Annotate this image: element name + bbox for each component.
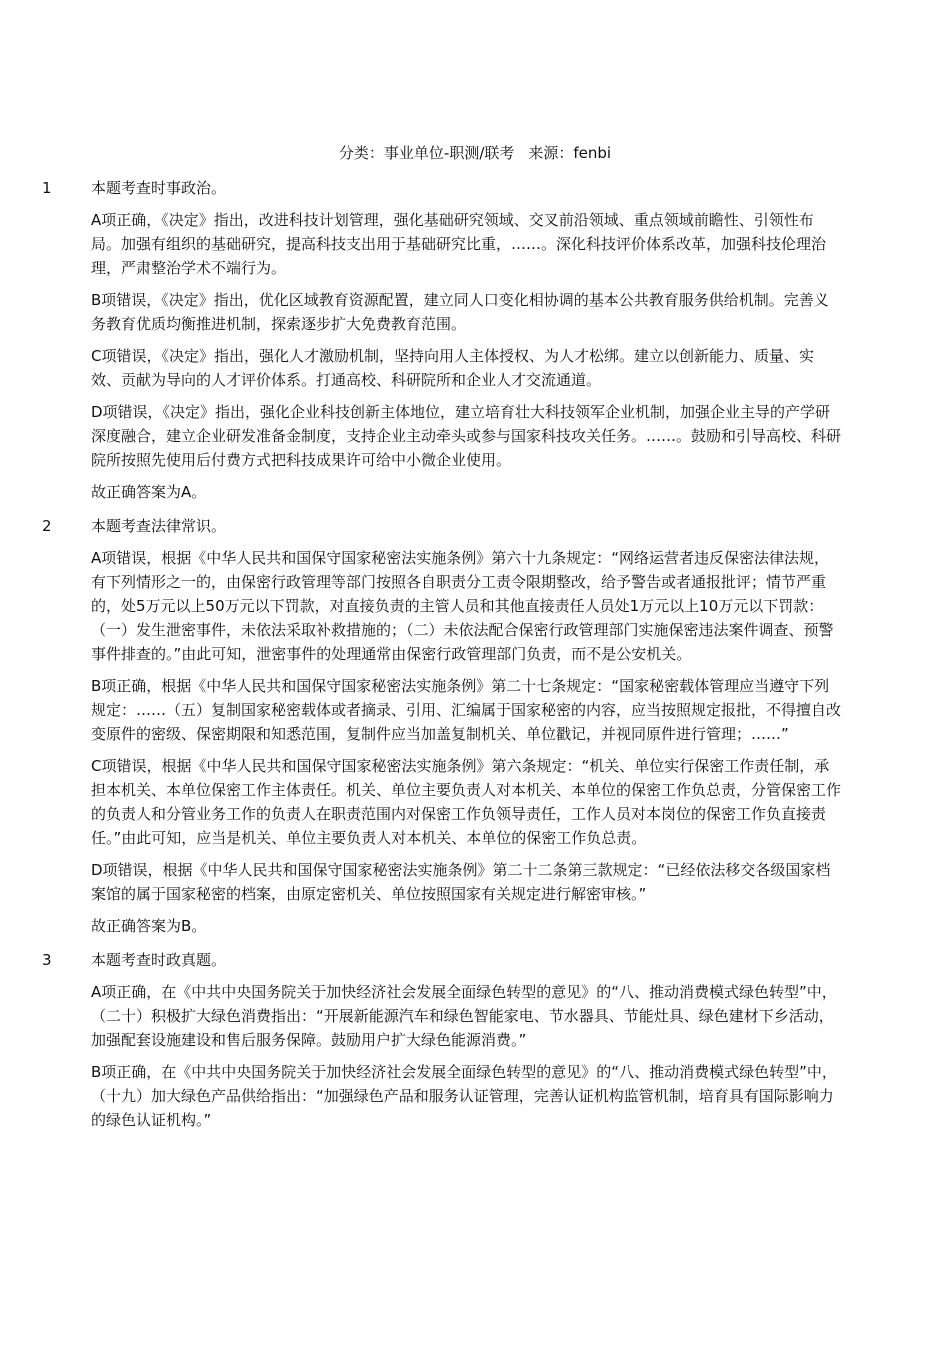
question-topic: 本题考查时政真题。: [91, 951, 227, 969]
question-number: 2: [42, 517, 52, 535]
option-d-analysis: D项错误，《决定》指出，强化企业科技创新主体地位，建立培育壮大科技领军企业机制，加强企业主导的产学研深度融合，建立企业研发准备金制度，支持企业主动牵头或参与国家科技攻关任务。……。鼓励和引导高校、科研院所按照先使用后付费方式把科技成果许可给中小微企业使用。: [91, 403, 842, 469]
question-2: [0, 514, 950, 938]
question-number: 3: [42, 951, 52, 969]
option-b-analysis: B项错误，《决定》指出，优化区域教育资源配置，建立同人口变化相协调的基本公共教育服务供给机制。完善义务教育优质均衡推进机制，探索逐步扩大免费教育范围。: [91, 291, 829, 333]
question-topic: 本题考查时事政治。: [91, 179, 227, 197]
option-c-analysis: C项错误，根据《中华人民共和国保守国家秘密法实施条例》第六条规定：“机关、单位实行保密工作责任制，承担本机关、本单位保密工作主体责任。机关、单位主要负责人对本机关、本单位的保密工作负总责，分管保密工作的负责人和分管业务工作的负责人在职责范围内对保密工作负领导责任，工作人员对本岗位的保密工作负直接责任。”由此可知，应当是机关、单位主要负责人对本机关、本单位的保密工作负总责。: [91, 757, 842, 847]
category-label: 分类：事业单位-职测/联考: [338, 144, 515, 162]
source-label: 来源：fenbi: [528, 144, 612, 162]
question-3: [0, 948, 950, 1132]
question-1: [0, 176, 950, 504]
document-meta: [0, 143, 950, 163]
correct-answer: 故正确答案为B。: [91, 917, 207, 935]
option-a-analysis: A项正确，《决定》指出，改进科技计划管理，强化基础研究领域、交叉前沿领域、重点领域前瞻性、引领性布局。加强有组织的基础研究，提高科技支出用于基础研究比重，……。深化科技评价体系改革，加强科技伦理治理，严肃整治学术不端行为。: [91, 211, 827, 277]
question-list: [0, 176, 950, 1140]
option-d-analysis: D项错误，根据《中华人民共和国保守国家秘密法实施条例》第二十二条第三款规定：“已经依法移交各级国家档案馆的属于国家秘密的档案，由原定密机关、单位按照国家有关规定进行解密审核。”: [91, 861, 831, 903]
question-number: 1: [42, 179, 52, 197]
option-a-analysis: A项错误，根据《中华人民共和国保守国家秘密法实施条例》第六十九条规定：“网络运营者违反保密法律法规，有下列情形之一的，由保密行政管理等部门按照各自职责分工责令限期整改，给予警告或者通报批评；情节严重的，处5万元以上50万元以下罚款，对直接负责的主管人员和其他直接责任人员处1万元以上10万元以下罚款：（一）发生泄密事件，未依法采取补救措施的；（二）未依法配合保密行政管理部门实施保密违法案件调查、预警事件排查的。”由此可知，泄密事件的处理通常由保密行政管理部门负责，而不是公安机关。: [91, 549, 834, 663]
option-c-analysis: C项错误，《决定》指出，强化人才激励机制，坚持向用人主体授权、为人才松绑。建立以创新能力、质量、实效、贡献为导向的人才评价体系。打通高校、科研院所和企业人才交流通道。: [91, 347, 814, 389]
question-topic: 本题考查法律常识。: [91, 517, 227, 535]
option-b-analysis: B项正确，在《中共中央国务院关于加快经济社会发展全面绿色转型的意见》的“八、推动消费模式绿色转型”中，（十九）加大绿色产品供给指出：“加强绿色产品和服务认证管理，完善认证机构监管机制，培育具有国际影响力的绿色认证机构。”: [91, 1063, 837, 1129]
option-a-analysis: A项正确，在《中共中央国务院关于加快经济社会发展全面绿色转型的意见》的“八、推动消费模式绿色转型”中，（二十）积极扩大绿色消费指出：“开展新能源汽车和绿色智能家电、节水器具、节能灶具、绿色建材下乡活动，加强配套设施建设和售后服务保障。鼓励用户扩大绿色能源消费。”: [91, 983, 837, 1049]
option-b-analysis: B项正确，根据《中华人民共和国保守国家秘密法实施条例》第二十七条规定：“国家秘密载体管理应当遵守下列规定：……（五）复制国家秘密载体或者摘录、引用、汇编属于国家秘密的内容，应当按照规定报批，不得擅自改变原件的密级、保密期限和知悉范围，复制件应当加盖复制机关、单位戳记，并视同原件进行管理；……”: [91, 677, 842, 743]
correct-answer: 故正确答案为A。: [91, 483, 207, 501]
